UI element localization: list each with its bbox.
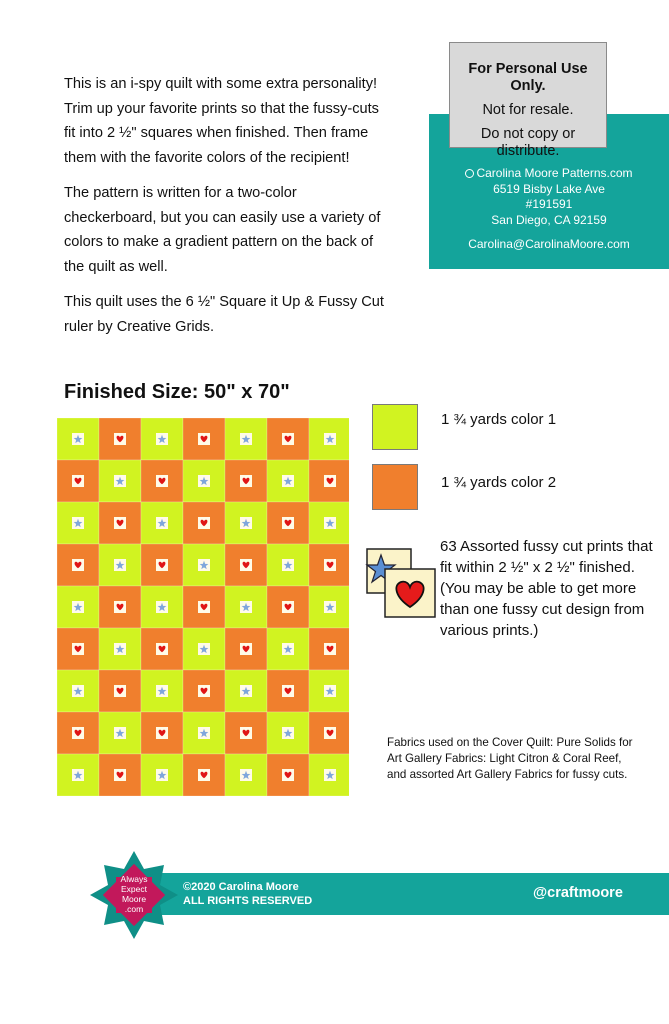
color2-swatch — [372, 464, 418, 510]
contact-info — [429, 166, 669, 253]
copyright-line-2: ALL RIGHTS RESERVED — [183, 895, 313, 907]
company-logo-icon — [465, 169, 474, 178]
color1-swatch — [372, 404, 418, 450]
contact-unit: #191591 — [525, 197, 573, 211]
color1-label: 1 ¾ yards color 1 — [441, 411, 557, 428]
logo-line-4: .com — [124, 904, 144, 914]
contact-street: 6519 Bisby Lake Ave — [493, 181, 605, 196]
notice-not-for-resale: Not for resale. — [482, 102, 574, 118]
quilt-diagram — [57, 418, 349, 796]
logo-line-2: Expect — [121, 884, 147, 894]
copyright-line-1: ©2020 Carolina Moore — [183, 881, 299, 893]
contact-city: San Diego, CA 92159 — [491, 212, 607, 227]
intro-paragraph-1: This is an i-spy quilt with some extra personality! Trim up your favorite prints so that the fussy-cuts fit into 2 ½" squares when finished. Then frame them with the favorite colors of the recipient! — [64, 76, 379, 166]
fussy-cut-icon — [365, 545, 437, 620]
fabric-note: Fabrics used on the Cover Quilt: Pure Solids for Art Gallery Fabrics: Light Citron & Coral Reef, and assorted Art Gallery Fabrics for fussy cuts. — [387, 736, 633, 782]
contact-email[interactable]: Carolina@CarolinaMoore.com — [468, 237, 630, 251]
color2-label: 1 ¾ yards color 2 — [441, 474, 557, 491]
finished-size-heading: Finished Size: 50" x 70" — [64, 381, 290, 403]
intro-paragraph-3: This quilt uses the 6 ½" Square it Up & Fussy Cut ruler by Creative Grids. — [64, 294, 384, 335]
notice-personal-use: For Personal Use Only. — [468, 61, 588, 94]
contact-company: Carolina Moore Patterns.com — [476, 166, 633, 180]
intro-paragraph-2: The pattern is written for a two-color checkerboard, but you can easily use a variety of colors to make a gradient pattern on the back of the quilt as well. — [64, 185, 381, 275]
logo-line-3: Moore — [121, 894, 147, 904]
fussy-cut-label: 63 Assorted fussy cut prints that fit within 2 ½" x 2 ½" finished. (You may be able to get more than one fussy cut design from various prints.) — [440, 538, 653, 639]
social-handle[interactable]: @craftmoore — [533, 885, 623, 901]
intro-text — [64, 72, 386, 350]
logo-line-1: Always — [120, 874, 148, 884]
usage-notice — [449, 42, 607, 159]
brand-logo — [88, 849, 180, 941]
notice-do-not-copy: Do not copy or distribute. — [480, 126, 576, 159]
copyright — [183, 880, 312, 908]
